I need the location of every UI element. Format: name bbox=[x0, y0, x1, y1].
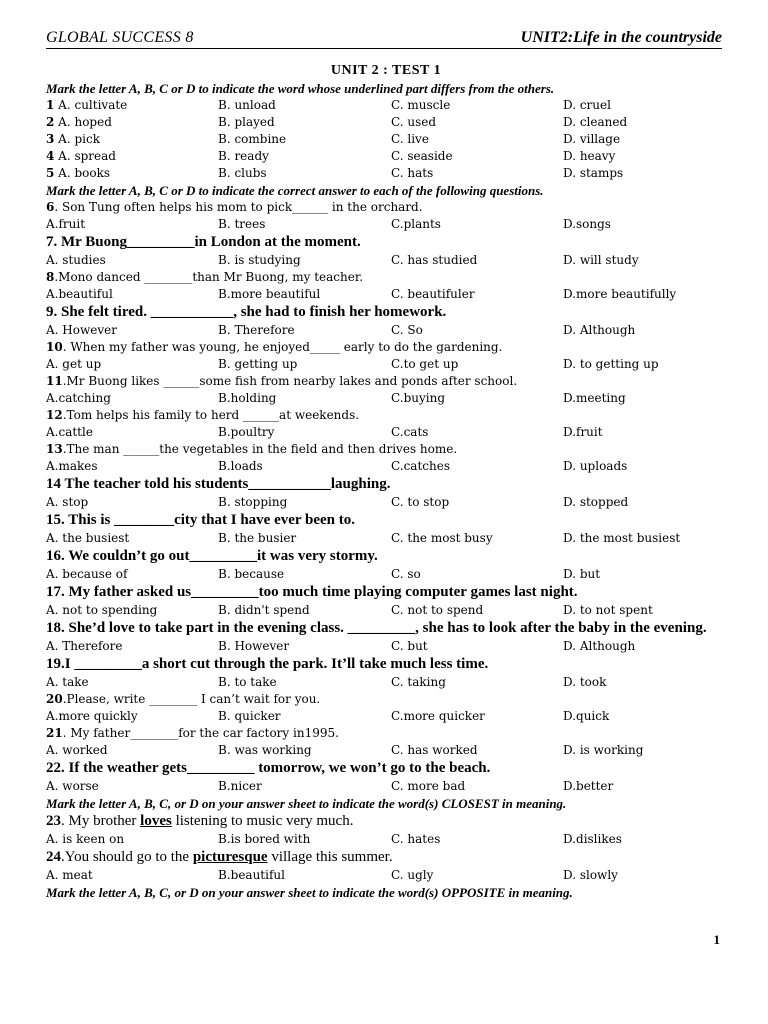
pronunciation-item bbox=[46, 97, 726, 114]
options-row bbox=[46, 530, 726, 547]
question-stem: . This is ________city that I have ever been to. bbox=[61, 512, 356, 528]
option-d: D. village bbox=[563, 132, 621, 146]
option-a: A. Therefore bbox=[46, 639, 123, 653]
option-d: D. to not spent bbox=[563, 603, 653, 617]
option-a: A.beautiful bbox=[46, 287, 113, 301]
question-number: 19 bbox=[46, 656, 61, 672]
question-stem: . My father asked us_________too much time playing computer games last night. bbox=[61, 584, 578, 600]
option-a: 5 A. books bbox=[46, 166, 111, 180]
option-c: C. to stop bbox=[391, 495, 450, 509]
option-a: A. the busiest bbox=[46, 531, 130, 545]
question-number: 24 bbox=[46, 849, 61, 865]
question-number: 11 bbox=[46, 374, 63, 388]
question-stem: . Mr Buong_________in London at the moment. bbox=[53, 234, 361, 250]
option-d: D. uploads bbox=[563, 459, 628, 473]
question-11 bbox=[46, 373, 726, 390]
header-book-title: GLOBAL SUCCESS 8 bbox=[46, 29, 194, 46]
page-number: 1 bbox=[713, 932, 720, 947]
question-number: 5 bbox=[46, 166, 55, 180]
option-c: C. ugly bbox=[391, 868, 434, 882]
option-d: D. stamps bbox=[563, 166, 624, 180]
option-a: A.cattle bbox=[46, 425, 93, 439]
question-number: 18 bbox=[46, 620, 61, 636]
options-row bbox=[46, 674, 726, 691]
option-d: D. the most busiest bbox=[563, 531, 681, 545]
option-b: B. the busier bbox=[218, 531, 297, 545]
option-b: B.holding bbox=[218, 391, 277, 405]
option-b: B. to take bbox=[218, 675, 277, 689]
option-a: 2 A. hoped bbox=[46, 115, 112, 129]
question-number: 23 bbox=[46, 813, 61, 829]
option-b: B. clubs bbox=[218, 166, 267, 180]
option-c: C. hats bbox=[391, 166, 434, 180]
question-number: 3 bbox=[46, 132, 55, 146]
question-stem: . My brother bbox=[61, 813, 141, 829]
options-row bbox=[46, 742, 726, 759]
question-15 bbox=[46, 511, 726, 530]
option-a: A. studies bbox=[46, 253, 106, 267]
question-stem: .The man ______the vegetables in the field and then drives home. bbox=[62, 442, 458, 456]
option-b: B. stopping bbox=[218, 495, 288, 509]
question-6 bbox=[46, 199, 726, 216]
option-c: C. but bbox=[391, 639, 428, 653]
options-row bbox=[46, 458, 726, 475]
question-number: 2 bbox=[46, 115, 55, 129]
option-d: D.dislikes bbox=[563, 832, 622, 846]
option-d: D. is working bbox=[563, 743, 644, 757]
option-b: B. was working bbox=[218, 743, 312, 757]
option-d: D. Although bbox=[563, 323, 636, 337]
question-stem-end: village this summer. bbox=[267, 849, 393, 865]
options-row bbox=[46, 216, 726, 233]
question-number: 16 bbox=[46, 548, 61, 564]
option-c: C. hates bbox=[391, 832, 441, 846]
option-d: D. will study bbox=[563, 253, 639, 267]
question-stem: .Mono danced ________than Mr Buong, my teacher. bbox=[54, 270, 364, 284]
option-b: B. ready bbox=[218, 149, 269, 163]
question-number: 7 bbox=[46, 234, 54, 250]
question-number: 13 bbox=[46, 442, 63, 456]
option-b: B. combine bbox=[218, 132, 287, 146]
question-number: 21 bbox=[46, 726, 63, 740]
options-row bbox=[46, 708, 726, 725]
option-b: B. unload bbox=[218, 98, 276, 112]
options-row bbox=[46, 356, 726, 373]
option-a: A. worked bbox=[46, 743, 108, 757]
option-a: A.catching bbox=[46, 391, 111, 405]
option-a: A. stop bbox=[46, 495, 89, 509]
option-b: B.loads bbox=[218, 459, 263, 473]
option-b: B. didn't spend bbox=[218, 603, 310, 617]
option-a: A.fruit bbox=[46, 217, 86, 231]
question-stem: . When my father was young, he enjoyed_____ early to do the gardening. bbox=[62, 340, 503, 354]
option-c: C. more bad bbox=[391, 779, 466, 793]
options-row bbox=[46, 867, 726, 884]
question-number: 15 bbox=[46, 512, 61, 528]
option-a: 3 A. pick bbox=[46, 132, 100, 146]
question-23 bbox=[46, 812, 726, 831]
option-c: C. the most busy bbox=[391, 531, 493, 545]
question-stem: . We couldn’t go out_________it was very stormy. bbox=[61, 548, 378, 564]
question-17 bbox=[46, 583, 726, 602]
option-a: A. worse bbox=[46, 779, 99, 793]
instruction-questions: Mark the letter A, B, C or D to indicate the correct answer to each of the following questions. bbox=[46, 183, 544, 198]
option-b: B.nicer bbox=[218, 779, 262, 793]
options-row bbox=[46, 252, 726, 269]
question-14 bbox=[46, 475, 726, 494]
option-b: B. is studying bbox=[218, 253, 301, 267]
test-content bbox=[46, 62, 726, 901]
option-b: B. quicker bbox=[218, 709, 281, 723]
option-d: D.more beautifully bbox=[563, 287, 677, 301]
question-stem: .Mr Buong likes ______some fish from nearby lakes and ponds after school. bbox=[62, 374, 518, 388]
option-d: D. took bbox=[563, 675, 607, 689]
question-20 bbox=[46, 691, 726, 708]
question-18 bbox=[46, 619, 726, 638]
page-header bbox=[46, 28, 722, 49]
options-row bbox=[46, 602, 726, 619]
question-stem-end: listening to music very much. bbox=[171, 813, 354, 829]
question-22 bbox=[46, 759, 726, 778]
question-9 bbox=[46, 303, 726, 322]
option-c: C. muscle bbox=[391, 98, 451, 112]
options-row bbox=[46, 566, 726, 583]
options-row bbox=[46, 286, 726, 303]
options-row bbox=[46, 322, 726, 339]
option-c: C.plants bbox=[391, 217, 441, 231]
option-a: A.makes bbox=[46, 459, 98, 473]
option-b: B. because bbox=[218, 567, 285, 581]
question-8 bbox=[46, 269, 726, 286]
option-c: C. so bbox=[391, 567, 421, 581]
option-d: D. cleaned bbox=[563, 115, 628, 129]
option-d: D. Although bbox=[563, 639, 636, 653]
option-a: A.more quickly bbox=[46, 709, 138, 723]
question-number: 12 bbox=[46, 408, 63, 422]
question-stem: .Tom helps his family to herd ______at weekends. bbox=[62, 408, 360, 422]
option-c: C. taking bbox=[391, 675, 446, 689]
instruction-closest: Mark the letter A, B, C, or D on your answer sheet to indicate the word(s) CLOSEST in meaning. bbox=[46, 796, 567, 811]
test-title: UNIT 2 : TEST 1 bbox=[330, 63, 442, 78]
pronunciation-item bbox=[46, 114, 726, 131]
option-c: C. live bbox=[391, 132, 429, 146]
option-b: B. getting up bbox=[218, 357, 298, 371]
option-c: C.cats bbox=[391, 425, 429, 439]
target-word: loves bbox=[140, 813, 172, 829]
option-c: C. has studied bbox=[391, 253, 478, 267]
option-b: B. However bbox=[218, 639, 290, 653]
question-19 bbox=[46, 655, 726, 674]
question-stem: . She felt tired. ___________, she had to finish her homework. bbox=[53, 304, 447, 320]
option-a: A. because of bbox=[46, 567, 128, 581]
option-d: D.quick bbox=[563, 709, 610, 723]
option-d: D.meeting bbox=[563, 391, 626, 405]
option-d: D.songs bbox=[563, 217, 611, 231]
question-number: 9 bbox=[46, 304, 54, 320]
closest-meaning-section bbox=[46, 812, 726, 884]
option-c: C. has worked bbox=[391, 743, 478, 757]
question-number: 4 bbox=[46, 149, 55, 163]
option-c: C. used bbox=[391, 115, 437, 129]
pronunciation-item bbox=[46, 148, 726, 165]
question-number: 8 bbox=[46, 270, 55, 284]
option-d: D. slowly bbox=[563, 868, 618, 882]
option-c: C.catches bbox=[391, 459, 450, 473]
option-d: D.fruit bbox=[563, 425, 603, 439]
question-13 bbox=[46, 441, 726, 458]
question-stem: . My father________for the car factory in1995. bbox=[62, 726, 339, 740]
pronunciation-item bbox=[46, 131, 726, 148]
question-12 bbox=[46, 407, 726, 424]
option-d: D.better bbox=[563, 779, 614, 793]
instruction-pronunciation: Mark the letter A, B, C or D to indicate the word whose underlined part differs from the others. bbox=[46, 81, 555, 96]
option-b: B. Therefore bbox=[218, 323, 295, 337]
option-c: C. So bbox=[391, 323, 423, 337]
question-7 bbox=[46, 233, 726, 252]
option-a: A. take bbox=[46, 675, 89, 689]
option-b: B.beautiful bbox=[218, 868, 285, 882]
question-stem: .I _________a short cut through the park. It’ll take much less time. bbox=[61, 656, 489, 672]
options-row bbox=[46, 494, 726, 511]
options-row bbox=[46, 778, 726, 795]
instruction-opposite: Mark the letter A, B, C, or D on your answer sheet to indicate the word(s) OPPOSITE in meaning. bbox=[46, 885, 573, 900]
options-row bbox=[46, 424, 726, 441]
option-c: C.more quicker bbox=[391, 709, 485, 723]
options-row bbox=[46, 831, 726, 848]
option-c: C. beautifuler bbox=[391, 287, 475, 301]
question-16 bbox=[46, 547, 726, 566]
question-stem: . She’d love to take part in the evening class. _________, she has to look after the baby in the evening. bbox=[61, 620, 707, 636]
option-b: B. played bbox=[218, 115, 275, 129]
option-a: A. not to spending bbox=[46, 603, 158, 617]
option-a: 1 A. cultivate bbox=[46, 98, 128, 112]
question-number: 6 bbox=[46, 200, 55, 214]
question-number: 1 bbox=[46, 98, 55, 112]
question-stem: . If the weather gets_________ tomorrow, we won’t go to the beach. bbox=[61, 760, 491, 776]
question-stem: . Son Tung often helps his mom to pick______ in the orchard. bbox=[54, 200, 423, 214]
question-10 bbox=[46, 339, 726, 356]
option-c: C. not to spend bbox=[391, 603, 484, 617]
option-c: C.to get up bbox=[391, 357, 459, 371]
option-a: A. is keen on bbox=[46, 832, 125, 846]
header-unit-title: UNIT2:Life in the countryside bbox=[520, 29, 722, 46]
question-number: 14 bbox=[46, 476, 61, 492]
option-b: B.more beautiful bbox=[218, 287, 321, 301]
option-d: D. but bbox=[563, 567, 601, 581]
question-21 bbox=[46, 725, 726, 742]
pronunciation-section bbox=[46, 97, 726, 182]
option-c: C. seaside bbox=[391, 149, 453, 163]
questions-section bbox=[46, 199, 726, 795]
question-number: 10 bbox=[46, 340, 63, 354]
question-number: 20 bbox=[46, 692, 63, 706]
question-24 bbox=[46, 848, 726, 867]
target-word: picturesque bbox=[192, 849, 268, 865]
option-a: A. However bbox=[46, 323, 117, 337]
question-stem: The teacher told his students___________laughing. bbox=[61, 476, 391, 492]
option-b: B. trees bbox=[218, 217, 266, 231]
option-a: A. meat bbox=[46, 868, 93, 882]
option-d: D. heavy bbox=[563, 149, 616, 163]
option-a: 4 A. spread bbox=[46, 149, 116, 163]
option-d: D. stopped bbox=[563, 495, 629, 509]
option-a: A. get up bbox=[46, 357, 102, 371]
question-number: 17 bbox=[46, 584, 61, 600]
option-c: C.buying bbox=[391, 391, 446, 405]
option-d: D. to getting up bbox=[563, 357, 659, 371]
question-number: 22 bbox=[46, 760, 61, 776]
question-stem: .You should go to the bbox=[61, 849, 193, 865]
options-row bbox=[46, 390, 726, 407]
option-b: B.is bored with bbox=[218, 832, 311, 846]
question-stem: .Please, write ________ I can’t wait for you. bbox=[62, 692, 321, 706]
option-b: B.poultry bbox=[218, 425, 275, 439]
option-d: D. cruel bbox=[563, 98, 611, 112]
options-row bbox=[46, 638, 726, 655]
pronunciation-item bbox=[46, 165, 726, 182]
